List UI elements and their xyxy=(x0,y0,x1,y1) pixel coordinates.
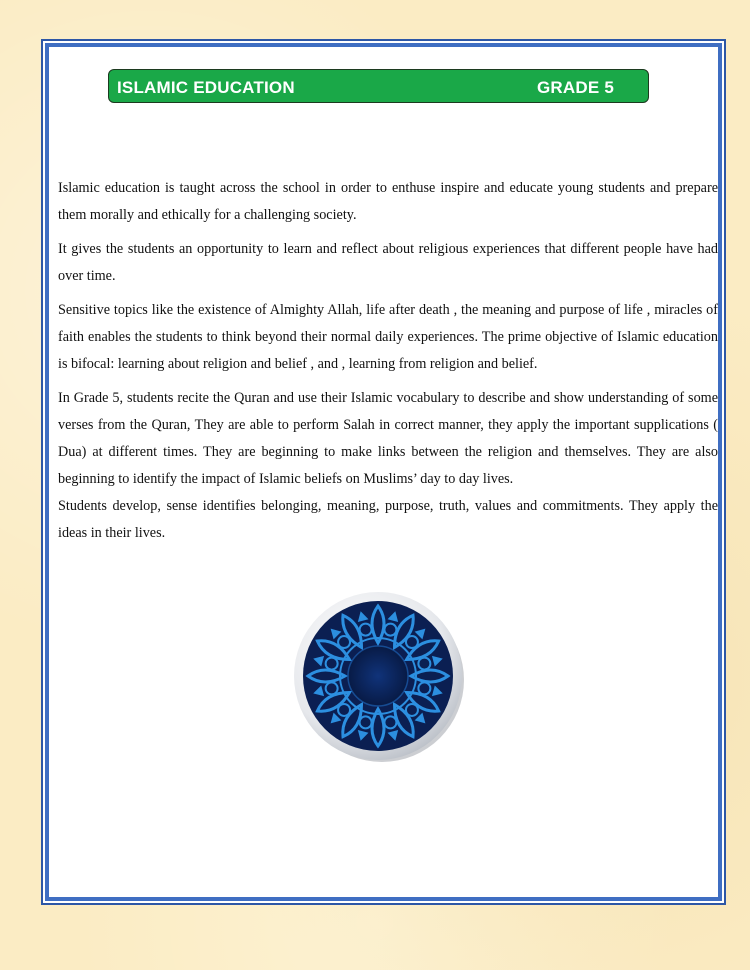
paragraph: Students develop, sense identifies belonging, meaning, purpose, truth, values and commitments. They apply the ideas in their lives. xyxy=(58,498,718,541)
body-text xyxy=(58,175,718,554)
grade-label: GRADE 5 xyxy=(537,78,614,97)
islamic-geometric-medallion-icon xyxy=(292,590,464,762)
content-frame xyxy=(45,43,722,901)
paragraph: It gives the students an opportunity to learn and reflect about religious experiences that different people have had over time. xyxy=(58,241,718,284)
subject-title: ISLAMIC EDUCATION xyxy=(117,78,295,97)
header-bar xyxy=(108,69,649,103)
paragraph: Islamic education is taught across the school in order to enthuse inspire and educate young students and prepare them morally and ethically for a challenging society. xyxy=(58,180,718,223)
paragraph: In Grade 5, students recite the Quran and use their Islamic vocabulary to describe and show understanding of some verses from the Quran, They are able to perform Salah in correct manner, they apply the important supplications ( Dua) at different times. They are beginning to make links between the religion and themselves. They are also beginning to identify the impact of Islamic beliefs on Muslims’ day to day lives. xyxy=(58,390,718,487)
paragraph: Sensitive topics like the existence of Almighty Allah, life after death , the meaning and purpose of life , miracles of faith enables the students to think beyond their normal daily experiences. The prime objective of Islamic education is bifocal: learning about religion and belief , and , learning from religion and belief. xyxy=(58,302,718,372)
